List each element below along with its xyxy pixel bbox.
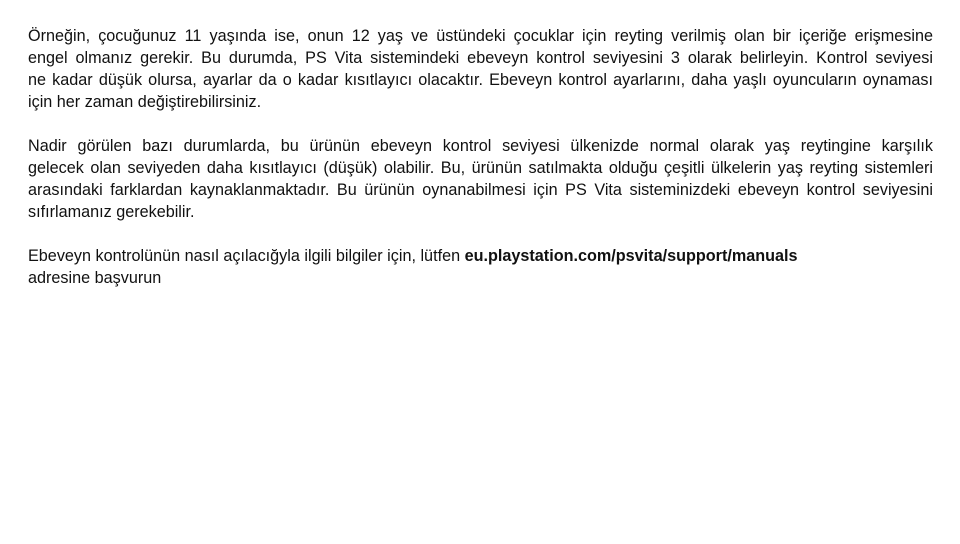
text-line: arasındaki farklardan kaynaklanmaktadır. Bu ürünün oynanabilmesi için PS Vita sisteminizdeki ebeveyn kontrol seviyesini xyxy=(28,180,933,199)
text-line: engel olmanız gerekir. Bu durumda, PS Vita sistemindeki ebeveyn kontrol seviyesini 3 olarak belirleyin. Kontrol seviyesi xyxy=(28,48,933,67)
text-line: adresine başvurun xyxy=(28,268,162,287)
text-line: gelecek olan seviyeden daha kısıtlayıcı (düşük) olabilir. Bu, ürünün satılmakta olduğu çeşitli ülkelerin yaş reyting sistemleri xyxy=(28,158,933,177)
text-line xyxy=(28,245,933,267)
paragraph-1 xyxy=(28,25,933,113)
text-line: Nadir görülen bazı durumlarda, bu ürünün ebeveyn kontrol seviyesi ülkenizde normal olarak yaş reytingine karşılık xyxy=(28,136,933,155)
paragraph-3 xyxy=(28,245,933,289)
paragraph-2 xyxy=(28,135,933,223)
text-line: Örneğin, çocuğunuz 11 yaşında ise, onun 12 yaş ve üstündeki çocuklar için reyting verilmiş olan bir içeriğe erişmesine xyxy=(28,26,933,45)
text-line: sıfırlamanız gerekebilir. xyxy=(28,202,195,221)
text-line: ne kadar düşük olursa, ayarlar da o kadar kısıtlayıcı olacaktır. Ebeveyn kontrol ayarlarını, daha yaşlı oyuncuların oynaması xyxy=(28,70,933,89)
support-manuals-url: eu.playstation.com/psvita/support/manuals xyxy=(464,246,798,265)
paragraph-3-intro-text: Ebeveyn kontrolünün nasıl açılacığyla ilgili bilgiler için, lütfen xyxy=(28,246,465,265)
text-line: için her zaman değiştirebilirsiniz. xyxy=(28,92,262,111)
